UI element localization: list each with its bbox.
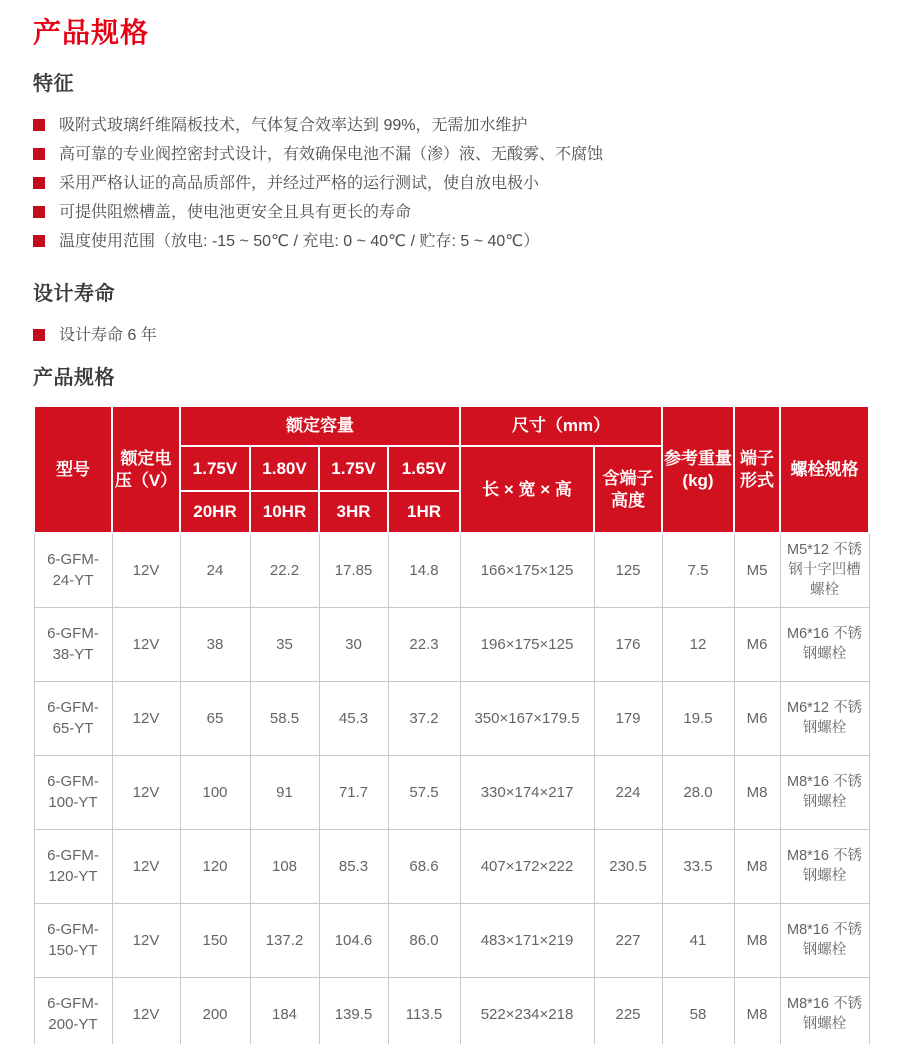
cell-dimensions: 350×167×179.5: [460, 681, 594, 755]
cell-capacity-3hr: 85.3: [319, 829, 388, 903]
cell-bolt-spec: M5*12 不锈钢十字凹槽螺栓: [780, 533, 869, 607]
cell-capacity-20hr: 200: [180, 977, 250, 1044]
cell-voltage: 12V: [112, 903, 180, 977]
bullet-square-icon: [33, 119, 45, 131]
cell-capacity-20hr: 100: [180, 755, 250, 829]
cell-terminal-type: M6: [734, 607, 780, 681]
cell-capacity-1hr: 86.0: [388, 903, 460, 977]
spec-row: [34, 977, 869, 1044]
feature-item: [33, 198, 868, 227]
col-header-terminal: 端子形式: [734, 406, 780, 533]
cell-model: 6-GFM-120-YT: [34, 829, 112, 903]
spec-row: [34, 607, 869, 681]
design-life-item: [33, 321, 868, 350]
feature-text: 高可靠的专业阀控密封式设计，有效确保电池不漏（渗）液、无酸雾、不腐蚀: [59, 146, 604, 163]
col-header-bolt: 螺栓规格: [780, 406, 869, 533]
col-header-size-lwh: 长 × 宽 × 高: [460, 446, 594, 533]
cell-capacity-10hr: 91: [250, 755, 319, 829]
cell-voltage: 12V: [112, 977, 180, 1044]
bullet-square-icon: [33, 235, 45, 247]
col-header-weight: 参考重量(kg): [662, 406, 734, 533]
col-header-capacity-hr-3: 3HR: [319, 491, 388, 533]
cell-model: 6-GFM-100-YT: [34, 755, 112, 829]
features-list: [33, 111, 868, 256]
cell-weight: 33.5: [662, 829, 734, 903]
col-header-capacity-hr-20: 20HR: [180, 491, 250, 533]
cell-weight: 41: [662, 903, 734, 977]
cell-bolt-spec: M8*16 不锈钢螺栓: [780, 977, 869, 1044]
spec-table-header: [34, 406, 869, 533]
cell-capacity-10hr: 184: [250, 977, 319, 1044]
cell-capacity-10hr: 22.2: [250, 533, 319, 607]
spec-table-body: [34, 533, 869, 1044]
col-header-size-group: 尺寸（mm）: [460, 406, 662, 446]
cell-weight: 19.5: [662, 681, 734, 755]
cell-capacity-1hr: 37.2: [388, 681, 460, 755]
cell-capacity-1hr: 57.5: [388, 755, 460, 829]
cell-terminal-height: 230.5: [594, 829, 662, 903]
bullet-square-icon: [33, 148, 45, 160]
bullet-square-icon: [33, 177, 45, 189]
cell-capacity-1hr: 113.5: [388, 977, 460, 1044]
cell-dimensions: 196×175×125: [460, 607, 594, 681]
cell-voltage: 12V: [112, 607, 180, 681]
cell-capacity-3hr: 139.5: [319, 977, 388, 1044]
col-header-capacity-hr-10: 10HR: [250, 491, 319, 533]
col-header-voltage: 额定电压（V）: [112, 406, 180, 533]
cell-terminal-height: 179: [594, 681, 662, 755]
feature-text: 可提供阻燃槽盖，使电池更安全且具有更长的寿命: [59, 204, 412, 221]
cell-capacity-1hr: 22.3: [388, 607, 460, 681]
cell-terminal-height: 125: [594, 533, 662, 607]
col-header-capacity-v-10hr: 1.80V: [250, 446, 319, 491]
design-life-text: 设计寿命 6 年: [59, 327, 157, 344]
cell-capacity-20hr: 24: [180, 533, 250, 607]
cell-voltage: 12V: [112, 829, 180, 903]
col-header-capacity-hr-1: 1HR: [388, 491, 460, 533]
cell-model: 6-GFM-24-YT: [34, 533, 112, 607]
col-header-size-terminal-height: 含端子高度: [594, 446, 662, 533]
cell-bolt-spec: M6*12 不锈钢螺栓: [780, 681, 869, 755]
cell-voltage: 12V: [112, 755, 180, 829]
design-life-list: [33, 321, 868, 350]
cell-terminal-height: 227: [594, 903, 662, 977]
cell-model: 6-GFM-150-YT: [34, 903, 112, 977]
cell-capacity-10hr: 58.5: [250, 681, 319, 755]
cell-capacity-3hr: 17.85: [319, 533, 388, 607]
cell-model: 6-GFM-65-YT: [34, 681, 112, 755]
cell-terminal-type: M5: [734, 533, 780, 607]
cell-terminal-height: 224: [594, 755, 662, 829]
cell-weight: 58: [662, 977, 734, 1044]
cell-capacity-20hr: 150: [180, 903, 250, 977]
spec-table: [33, 405, 870, 1044]
cell-capacity-3hr: 71.7: [319, 755, 388, 829]
cell-voltage: 12V: [112, 533, 180, 607]
cell-capacity-10hr: 137.2: [250, 903, 319, 977]
cell-capacity-20hr: 120: [180, 829, 250, 903]
cell-capacity-10hr: 108: [250, 829, 319, 903]
spec-row: [34, 681, 869, 755]
cell-dimensions: 166×175×125: [460, 533, 594, 607]
bullet-square-icon: [33, 329, 45, 341]
cell-terminal-type: M8: [734, 829, 780, 903]
cell-terminal-type: M8: [734, 977, 780, 1044]
spec-row: [34, 533, 869, 607]
cell-dimensions: 483×171×219: [460, 903, 594, 977]
cell-terminal-type: M8: [734, 755, 780, 829]
spec-row: [34, 903, 869, 977]
feature-item: [33, 140, 868, 169]
cell-terminal-type: M6: [734, 681, 780, 755]
col-header-capacity-v-20hr: 1.75V: [180, 446, 250, 491]
cell-bolt-spec: M6*16 不锈钢螺栓: [780, 607, 869, 681]
cell-capacity-10hr: 35: [250, 607, 319, 681]
cell-model: 6-GFM-38-YT: [34, 607, 112, 681]
cell-terminal-type: M8: [734, 903, 780, 977]
cell-capacity-3hr: 30: [319, 607, 388, 681]
feature-text: 温度使用范围（放电: -15 ~ 50℃ / 充电: 0 ~ 40℃ / 贮存: 5 ~ 40℃）: [59, 233, 540, 250]
cell-bolt-spec: M8*16 不锈钢螺栓: [780, 755, 869, 829]
cell-capacity-1hr: 68.6: [388, 829, 460, 903]
feature-item: [33, 111, 868, 140]
spec-row: [34, 755, 869, 829]
cell-capacity-20hr: 65: [180, 681, 250, 755]
cell-dimensions: 522×234×218: [460, 977, 594, 1044]
col-header-capacity-v-1hr: 1.65V: [388, 446, 460, 491]
feature-item: [33, 227, 868, 256]
cell-weight: 28.0: [662, 755, 734, 829]
page-title: 产品规格: [33, 17, 150, 48]
cell-terminal-height: 225: [594, 977, 662, 1044]
col-header-model: 型号: [34, 406, 112, 533]
feature-text: 吸附式玻璃纤维隔板技术，气体复合效率达到 99%，无需加水维护: [59, 117, 528, 134]
cell-dimensions: 330×174×217: [460, 755, 594, 829]
cell-terminal-height: 176: [594, 607, 662, 681]
col-header-capacity-group: 额定容量: [180, 406, 460, 446]
cell-capacity-3hr: 104.6: [319, 903, 388, 977]
bullet-square-icon: [33, 206, 45, 218]
cell-capacity-3hr: 45.3: [319, 681, 388, 755]
cell-model: 6-GFM-200-YT: [34, 977, 112, 1044]
col-header-capacity-v-3hr: 1.75V: [319, 446, 388, 491]
cell-capacity-20hr: 38: [180, 607, 250, 681]
feature-text: 采用严格认证的高品质部件，并经过严格的运行测试，使自放电极小: [59, 175, 540, 192]
cell-capacity-1hr: 14.8: [388, 533, 460, 607]
feature-item: [33, 169, 868, 198]
cell-voltage: 12V: [112, 681, 180, 755]
specs-heading: 产品规格: [33, 367, 115, 389]
spec-row: [34, 829, 869, 903]
cell-weight: 12: [662, 607, 734, 681]
cell-bolt-spec: M8*16 不锈钢螺栓: [780, 829, 869, 903]
cell-dimensions: 407×172×222: [460, 829, 594, 903]
design-life-heading: 设计寿命: [33, 283, 115, 305]
cell-weight: 7.5: [662, 533, 734, 607]
features-heading: 特征: [33, 73, 74, 95]
cell-bolt-spec: M8*16 不锈钢螺栓: [780, 903, 869, 977]
